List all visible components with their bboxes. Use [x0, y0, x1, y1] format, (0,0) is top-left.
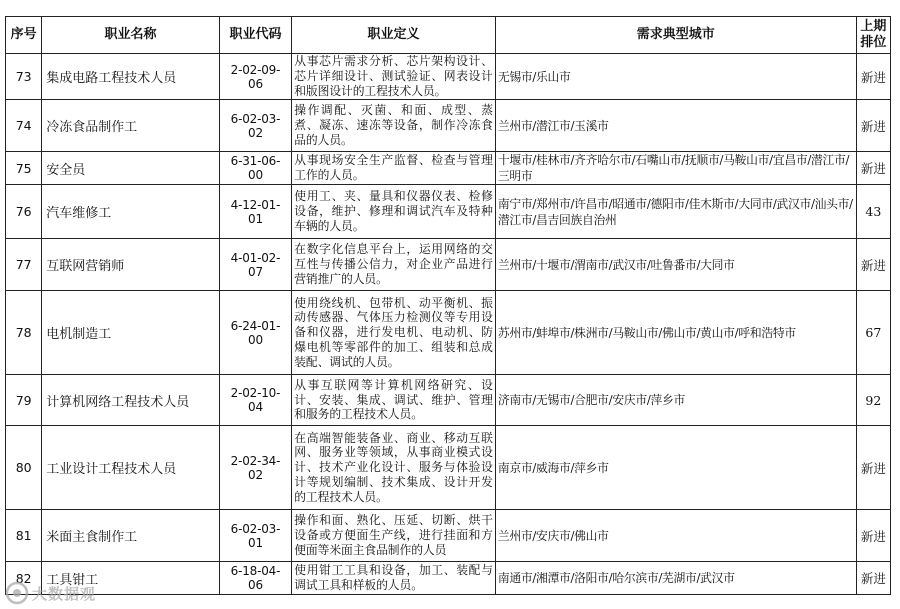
row-occupation-code: 2-02-10-04 — [219, 375, 292, 426]
row-previous-rank: 43 — [856, 185, 890, 239]
row-occupation-code: 6-31-06-00 — [219, 152, 292, 185]
table-row — [6, 185, 891, 239]
occupation-table — [5, 16, 891, 595]
row-occupation-definition: 使用工、夹、量具和仪器仪表、检修设备，维护、修理和调试汽车及特种车辆的人员。 — [292, 185, 496, 239]
row-occupation-name: 电机制造工 — [42, 291, 219, 375]
row-previous-rank: 新进 — [856, 510, 890, 562]
header-occupation-definition: 职业定义 — [292, 17, 496, 54]
header-previous-rank — [856, 17, 890, 54]
row-demand-cities: 兰州市/十堰市/渭南市/武汉市/吐鲁番市/大同市 — [495, 239, 856, 291]
header-index: 序号 — [6, 17, 42, 54]
row-occupation-definition: 使用绕线机、包带机、动平衡机、振动传感器、气体压力检测仪等专用设备和仪器，进行发电机、电动机、防爆电机等零部件的加工、组装和总成装配、调试的人员。 — [292, 291, 496, 375]
row-occupation-name: 米面主食制作工 — [42, 510, 219, 562]
table-row — [6, 375, 891, 426]
row-occupation-code: 2-02-34-02 — [219, 426, 292, 510]
row-previous-rank: 新进 — [856, 239, 890, 291]
header-occupation-name: 职业名称 — [42, 17, 219, 54]
row-demand-cities: 南通市/湘潭市/洛阳市/哈尔滨市/芜湖市/武汉市 — [495, 562, 856, 595]
row-occupation-definition: 操作调配、灭菌、和面、成型、蒸煮、凝冻、速冻等设备，制作冷冻食品的人员。 — [292, 100, 496, 152]
row-index: 75 — [6, 152, 42, 185]
header-rank-line1: 上期 — [860, 19, 887, 34]
header-demand-cities: 需求典型城市 — [495, 17, 856, 54]
row-occupation-code: 6-02-03-02 — [219, 100, 292, 152]
row-previous-rank: 新进 — [856, 54, 890, 100]
row-demand-cities: 南京市/威海市/萍乡市 — [495, 426, 856, 510]
row-occupation-code: 6-24-01-00 — [219, 291, 292, 375]
row-demand-cities: 兰州市/潜江市/玉溪市 — [495, 100, 856, 152]
table-header-row — [6, 17, 891, 54]
row-demand-cities: 济南市/无锡市/合肥市/安庆市/萍乡市 — [495, 375, 856, 426]
header-rank-line2: 排位 — [860, 35, 887, 50]
row-demand-cities: 无锡市/乐山市 — [495, 54, 856, 100]
logo-watermark-icon — [4, 580, 30, 606]
row-previous-rank: 新进 — [856, 426, 890, 510]
row-previous-rank: 新进 — [856, 562, 890, 595]
row-index: 73 — [6, 54, 42, 100]
row-occupation-definition: 从事互联网等计算机网络研究、设计、安装、集成、调试、维护、管理和服务的工程技术人员。 — [292, 375, 496, 426]
row-occupation-code: 4-12-01-01 — [219, 185, 292, 239]
row-demand-cities: 兰州市/安庆市/佛山市 — [495, 510, 856, 562]
row-demand-cities: 南宁市/郑州市/许昌市/昭通市/德阳市/佳木斯市/大同市/武汉市/汕头市/潜江市/昌吉回族自治州 — [495, 185, 856, 239]
table-row — [6, 291, 891, 375]
row-occupation-definition: 操作和面、熟化、压延、切断、烘干设备或方便面生产线，进行挂面和方便面等米面主食品制作的人员 — [292, 510, 496, 562]
row-index: 77 — [6, 239, 42, 291]
row-index: 81 — [6, 510, 42, 562]
row-index: 74 — [6, 100, 42, 152]
row-index: 78 — [6, 291, 42, 375]
table-row — [6, 239, 891, 291]
row-index: 76 — [6, 185, 42, 239]
row-demand-cities: 十堰市/桂林市/齐齐哈尔市/石嘴山市/抚顺市/马鞍山市/宜昌市/潜江市/三明市 — [495, 152, 856, 185]
row-occupation-name: 集成电路工程技术人员 — [42, 54, 219, 100]
row-occupation-name: 安全员 — [42, 152, 219, 185]
table-row — [6, 54, 891, 100]
row-occupation-name: 工具钳工 — [42, 562, 219, 595]
row-occupation-code: 6-02-03-01 — [219, 510, 292, 562]
row-previous-rank: 67 — [856, 291, 890, 375]
row-demand-cities: 苏州市/蚌埠市/株洲市/马鞍山市/佛山市/黄山市/呼和浩特市 — [495, 291, 856, 375]
table-row — [6, 100, 891, 152]
row-occupation-definition: 从事现场安全生产监督、检查与管理工作的人员。 — [292, 152, 496, 185]
row-occupation-definition: 在数字化信息平台上，运用网络的交互性与传播公信力，对企业产品进行营销推广的人员。 — [292, 239, 496, 291]
row-previous-rank: 新进 — [856, 152, 890, 185]
row-previous-rank: 92 — [856, 375, 890, 426]
row-occupation-code: 2-02-09-06 — [219, 54, 292, 100]
row-occupation-definition: 在高端智能装备业、商业、移动互联网、服务业等领域，从事商业模式设计、技术产业化设计、服务与体验设计等规划编制、技术集成、设计开发的工程技术人员。 — [292, 426, 496, 510]
header-occupation-code: 职业代码 — [219, 17, 292, 54]
row-index: 79 — [6, 375, 42, 426]
watermark — [2, 580, 122, 606]
watermark-text: 大数据观 — [32, 585, 97, 603]
table-row — [6, 562, 891, 595]
table-row — [6, 426, 891, 510]
table-row — [6, 510, 891, 562]
row-occupation-definition: 从事芯片需求分析、芯片架构设计、芯片详细设计、测试验证、网表设计和版图设计的工程技术人员。 — [292, 54, 496, 100]
row-occupation-code: 6-18-04-06 — [219, 562, 292, 595]
row-occupation-code: 4-01-02-07 — [219, 239, 292, 291]
row-occupation-name: 汽车维修工 — [42, 185, 219, 239]
table-row — [6, 152, 891, 185]
row-previous-rank: 新进 — [856, 100, 890, 152]
row-occupation-name: 冷冻食品制作工 — [42, 100, 219, 152]
row-occupation-name: 工业设计工程技术人员 — [42, 426, 219, 510]
row-occupation-name: 计算机网络工程技术人员 — [42, 375, 219, 426]
row-occupation-definition: 使用钳工工具和设备，加工、装配与调试工具和样板的人员。 — [292, 562, 496, 595]
row-occupation-name: 互联网营销师 — [42, 239, 219, 291]
row-index: 82 — [6, 562, 42, 595]
row-index: 80 — [6, 426, 42, 510]
